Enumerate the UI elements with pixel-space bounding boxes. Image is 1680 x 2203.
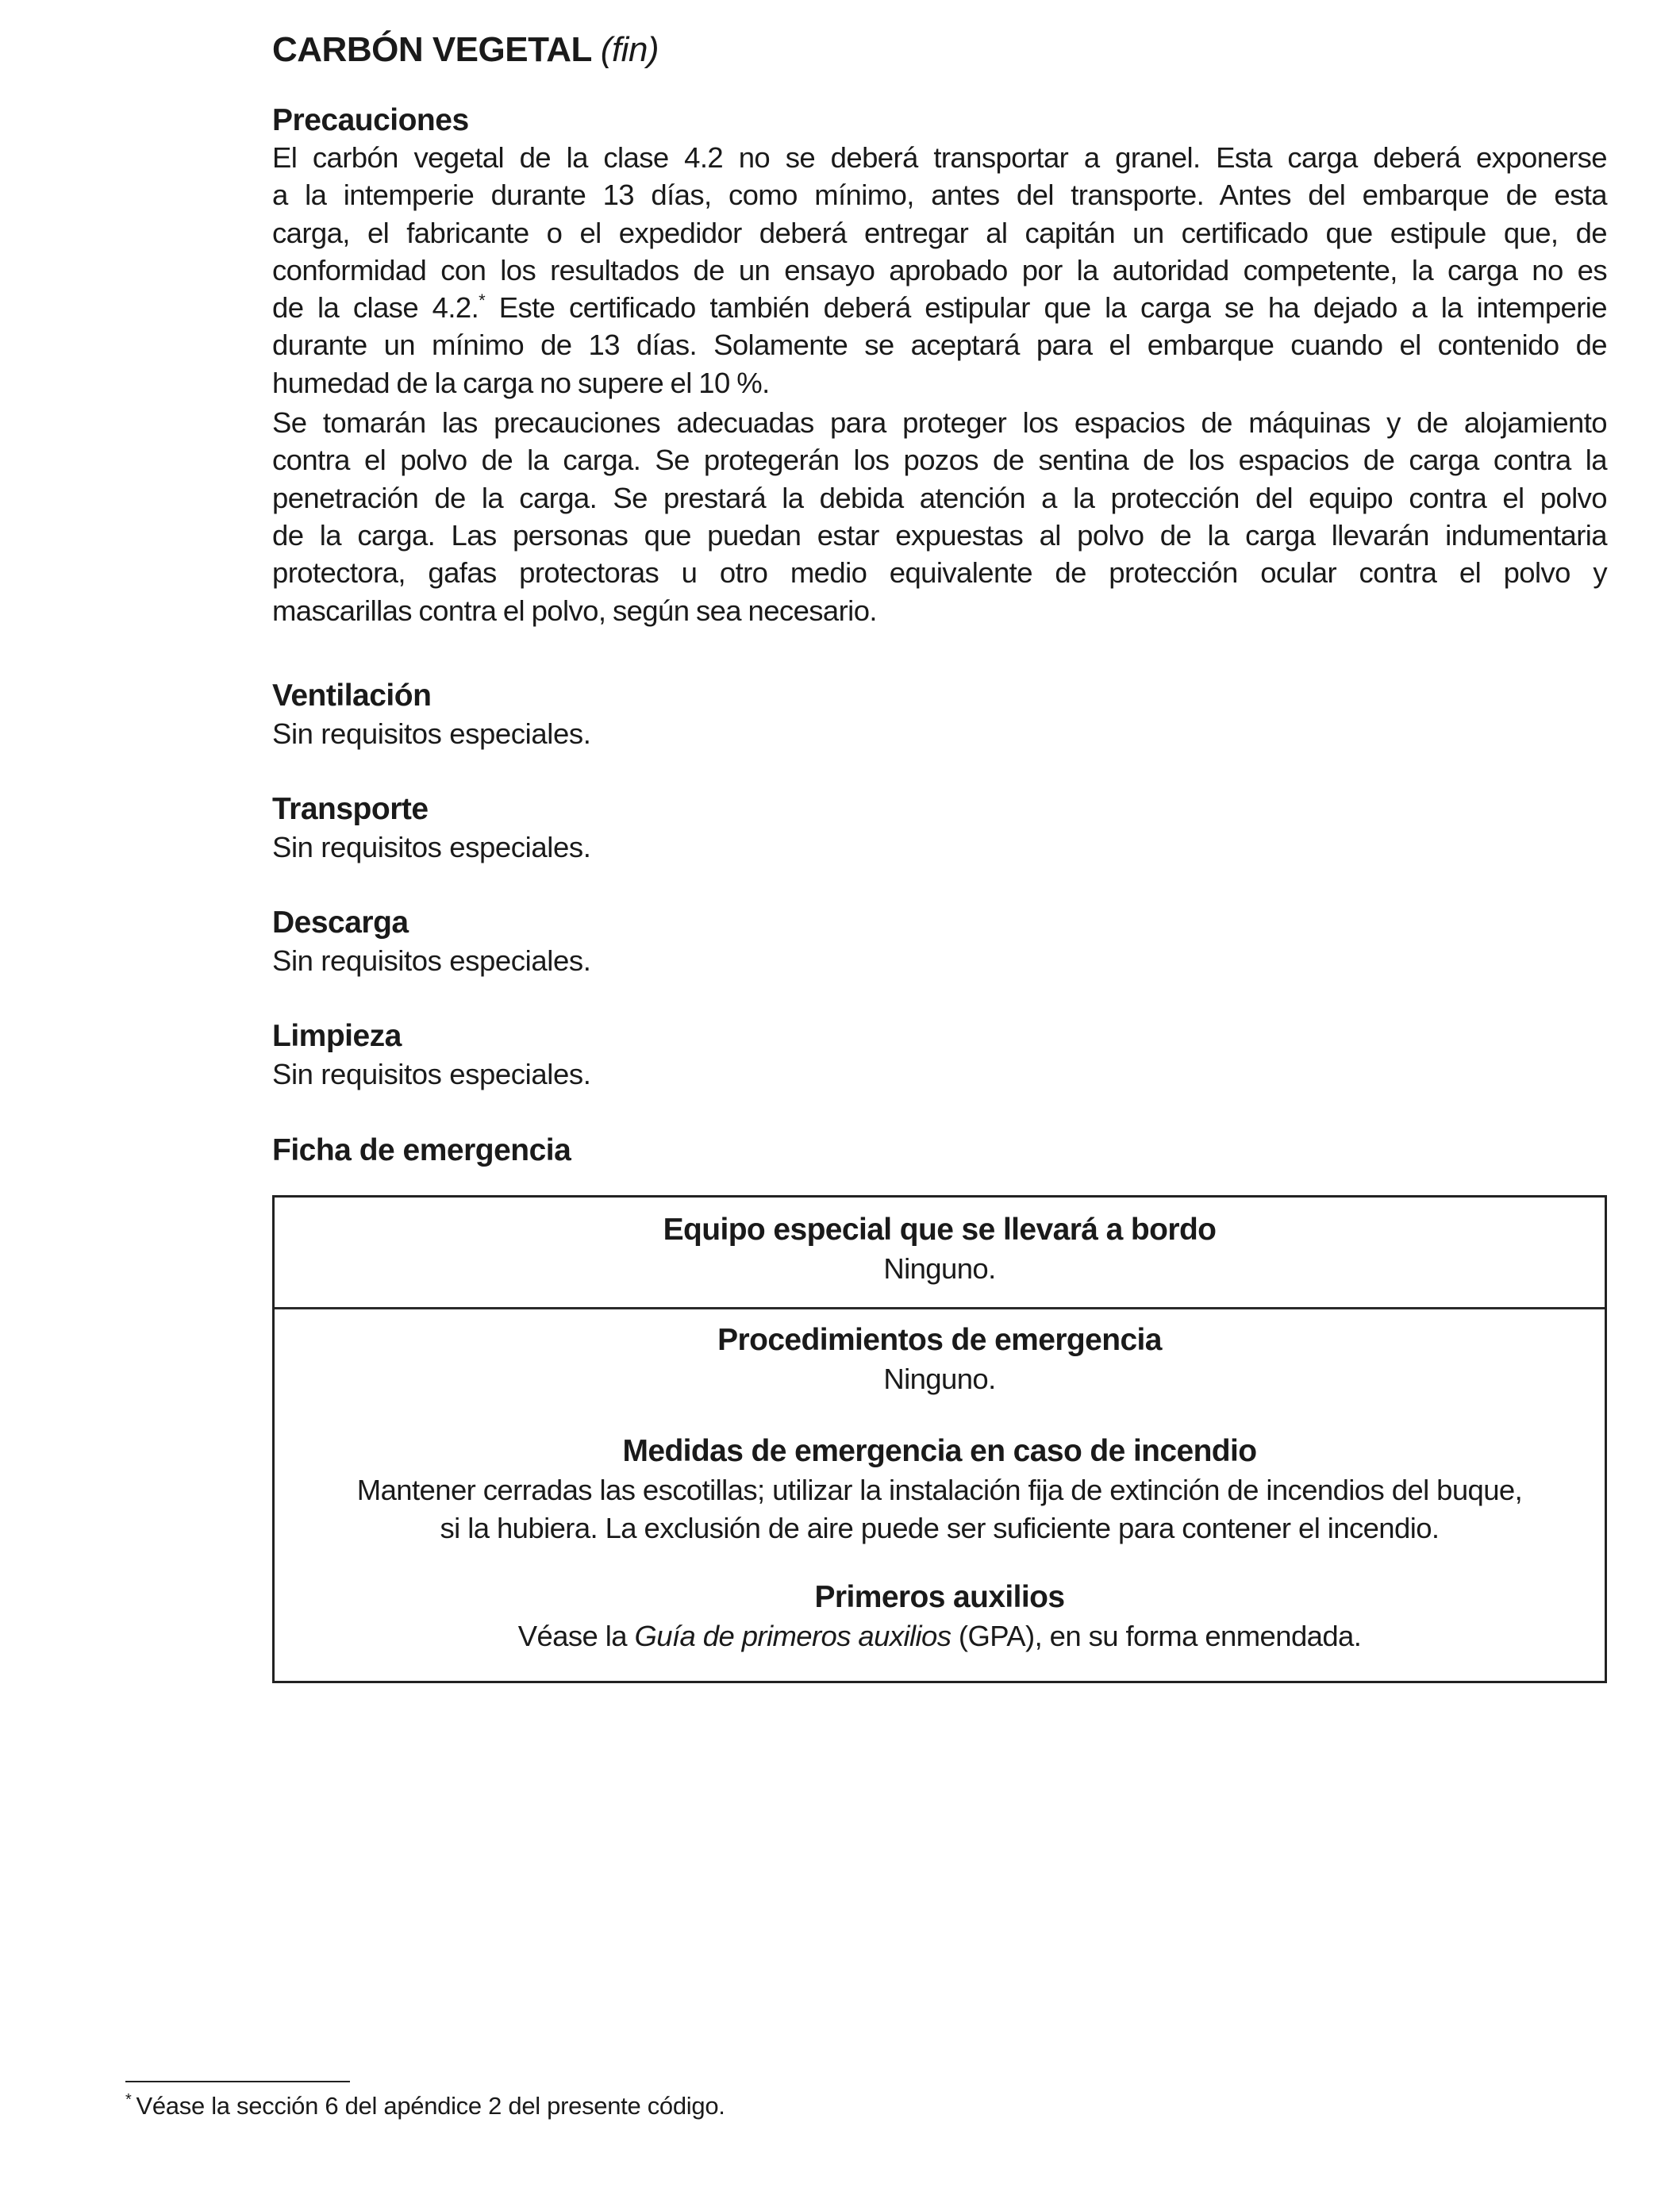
cell-first-aid xyxy=(275,1578,1605,1655)
paragraph-line: penetración de la carga. Se prestará la debida atención a la protección del equipo contra el polvo xyxy=(272,481,1607,514)
paragraph-text: de la clase 4.2. xyxy=(272,291,479,325)
section-text-ventilacion: Sin requisitos especiales. xyxy=(272,717,591,750)
cell-text-fire-measures-line: Mantener cerradas las escotillas; utilizar la instalación fija de extinción de incendios del buque, xyxy=(356,1474,1523,1506)
paragraph-line: carga, el fabricante o el expedidor deberá entregar al capitán un certificado que estipule que, de xyxy=(272,216,1607,249)
emergency-schedule-table xyxy=(272,1195,1607,1683)
cell-title-procedures: Procedimientos de emergencia xyxy=(717,1323,1162,1357)
paragraph-line: contra el polvo de la carga. Se protegerán los pozos de sentina de los espacios de carga contra la xyxy=(272,444,1607,477)
footnote xyxy=(125,2090,725,2122)
section-heading-transporte: Transporte xyxy=(272,792,429,826)
section-heading-ficha-emergencia: Ficha de emergencia xyxy=(272,1133,571,1167)
cell-equipment xyxy=(275,1210,1605,1288)
footnote-marker: * xyxy=(125,2091,132,2109)
page-title-suffix: (fin) xyxy=(600,30,659,69)
precauciones-paragraph-2 xyxy=(272,404,1607,629)
first-aid-text-before: Véase la xyxy=(517,1620,635,1652)
section-text-transporte: Sin requisitos especiales. xyxy=(272,831,591,863)
paragraph-line: durante un mínimo de 13 días. Solamente se aceptará para el embarque cuando el contenido de xyxy=(272,329,1607,362)
cell-text-fire-measures-line: si la hubiera. La exclusión de aire puede ser suficiente para contener el incendio. xyxy=(440,1512,1440,1544)
section-ventilacion xyxy=(272,677,1607,753)
first-aid-text-after: (GPA), en su forma enmendada. xyxy=(951,1620,1362,1652)
page-title xyxy=(272,30,659,70)
precauciones-paragraph-1 xyxy=(272,139,1607,402)
footnote-text: Véase la sección 6 del apéndice 2 del presente código. xyxy=(136,2092,725,2120)
paragraph-line: El carbón vegetal de la clase 4.2 no se deberá transportar a granel. Esta carga deberá exponerse xyxy=(272,141,1607,174)
page-title-text: CARBÓN VEGETAL xyxy=(272,30,592,69)
section-precauciones xyxy=(272,102,1607,629)
paragraph-line: humedad de la carga no supere el 10 %. xyxy=(272,366,770,399)
cell-text-equipment: Ninguno. xyxy=(883,1252,996,1285)
cell-procedures xyxy=(275,1321,1605,1398)
paragraph-line: a la intemperie durante 13 días, como mínimo, antes del transporte. Antes del embarque de esta xyxy=(272,179,1607,212)
cell-text-first-aid xyxy=(275,1617,1605,1655)
section-text-limpieza: Sin requisitos especiales. xyxy=(272,1058,591,1090)
cell-title-fire-measures: Medidas de emergencia en caso de incendio xyxy=(622,1434,1257,1468)
cell-title-first-aid: Primeros auxilios xyxy=(814,1580,1065,1614)
section-heading-descarga: Descarga xyxy=(272,905,409,940)
section-text-descarga: Sin requisitos especiales. xyxy=(272,944,591,977)
first-aid-guide-title: Guía de primeros auxilios xyxy=(634,1620,951,1652)
table-divider xyxy=(275,1307,1605,1309)
paragraph-text: Este certificado también deberá estipular que la carga se ha dejado a la intemperie xyxy=(498,291,1608,325)
paragraph-line: mascarillas contra el polvo, según sea necesario. xyxy=(272,594,877,627)
section-heading-precauciones: Precauciones xyxy=(272,103,469,137)
cell-title-equipment: Equipo especial que se llevará a bordo xyxy=(663,1213,1217,1247)
cell-fire-measures xyxy=(275,1432,1605,1547)
section-limpieza xyxy=(272,1017,1607,1094)
paragraph-line: conformidad con los resultados de un ensayo aprobado por la autoridad competente, la carga no es xyxy=(272,253,1607,286)
footnote-reference[interactable]: * xyxy=(479,290,486,311)
paragraph-line-with-footnote xyxy=(272,289,1607,326)
section-heading-limpieza: Limpieza xyxy=(272,1019,402,1053)
section-ficha-emergencia xyxy=(272,1132,1607,1170)
section-descarga xyxy=(272,904,1607,980)
section-transporte xyxy=(272,790,1607,867)
footnote-separator xyxy=(125,2081,350,2082)
cell-text-procedures: Ninguno. xyxy=(883,1363,996,1395)
paragraph-line: de la carga. Las personas que puedan estar expuestas al polvo de la carga llevarán indumentaria xyxy=(272,518,1607,552)
paragraph-line: protectora, gafas protectoras u otro medio equivalente de protección ocular contra el polvo y xyxy=(272,556,1607,590)
paragraph-line: Se tomarán las precauciones adecuadas para proteger los espacios de máquinas y de alojamiento xyxy=(272,406,1607,440)
section-heading-ventilacion: Ventilación xyxy=(272,679,432,713)
